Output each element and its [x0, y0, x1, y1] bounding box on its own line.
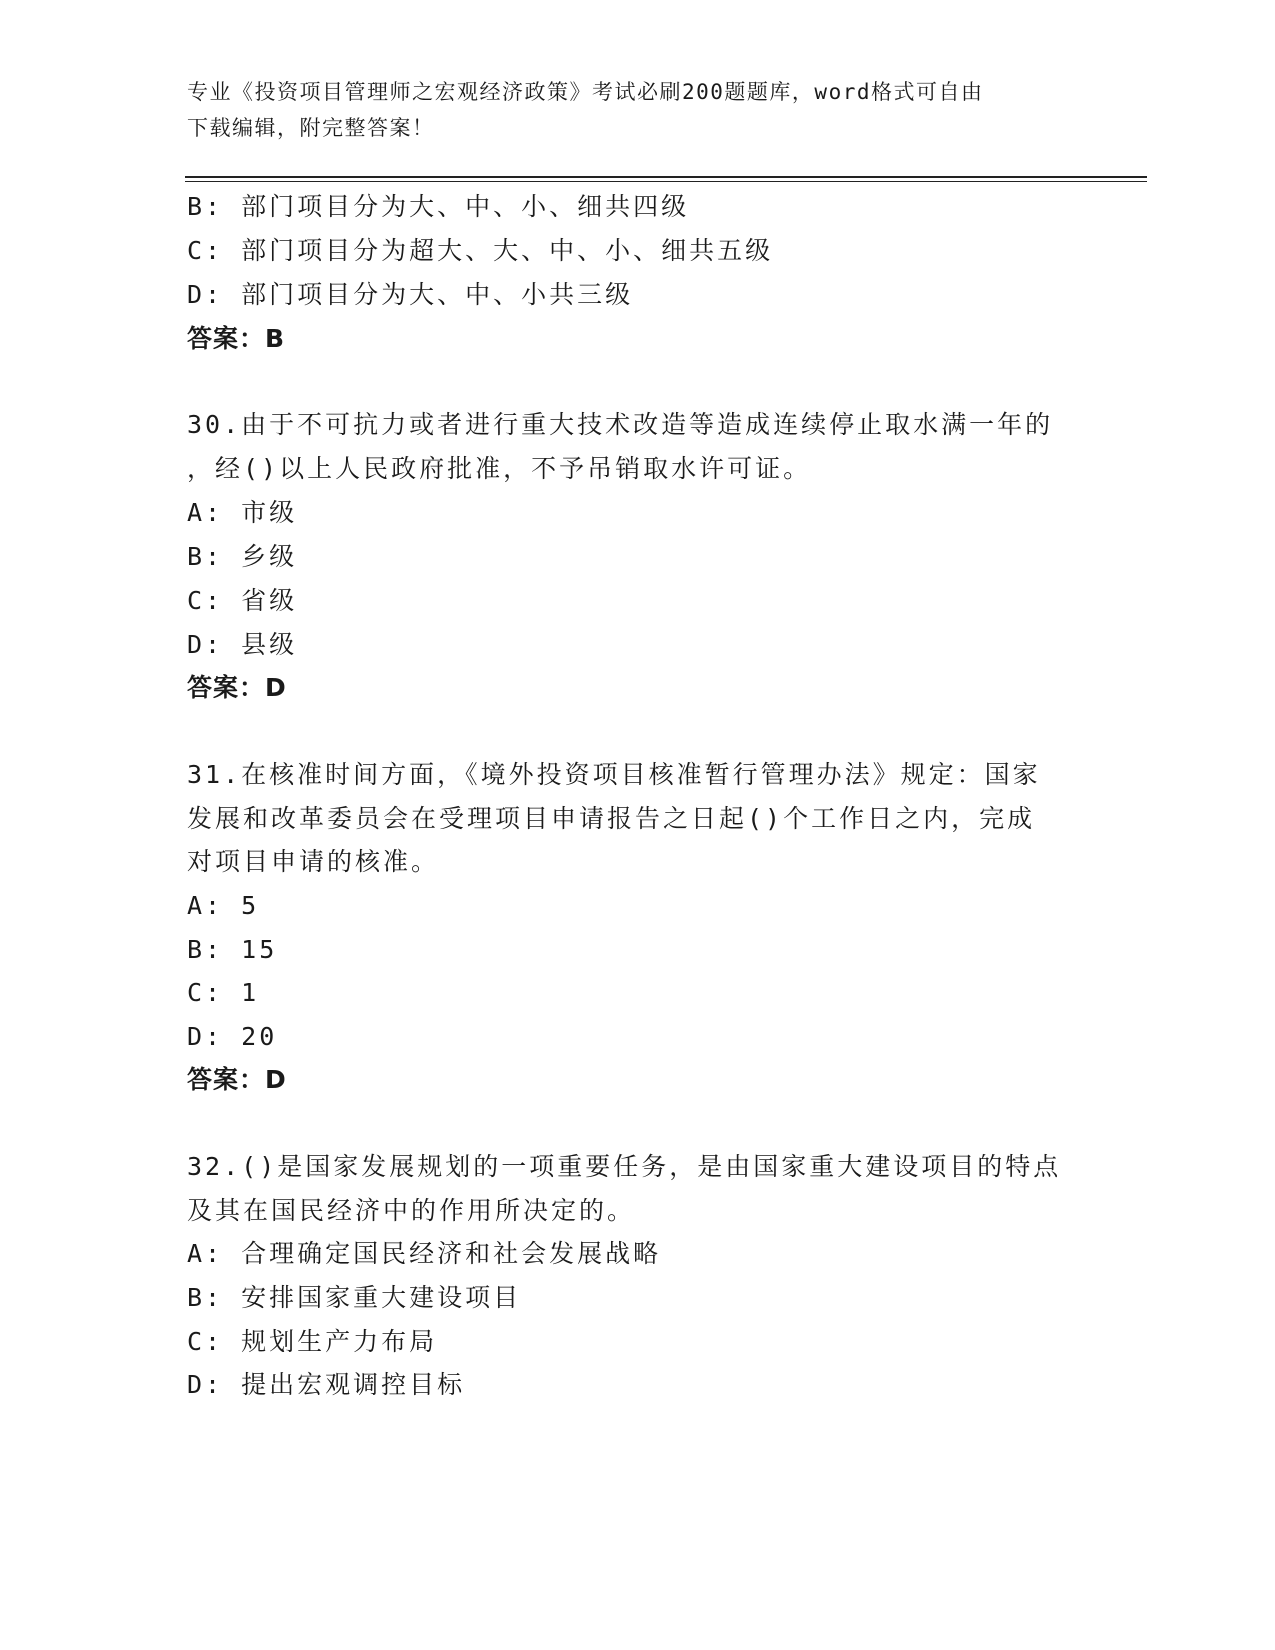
option-b: B: 乡级: [187, 542, 298, 571]
answer-line: 答案：B: [187, 324, 286, 353]
option-c: C: 部门项目分为超大、大、中、小、细共五级: [187, 236, 774, 265]
document-header: [187, 74, 1067, 146]
option-d: D: 提出宏观调控目标: [187, 1370, 466, 1399]
option-c: C: 1: [187, 978, 260, 1007]
header-divider-thick: [185, 176, 1147, 178]
header-line-2: 下载编辑，附完整答案！: [187, 116, 435, 140]
question-stem: 发展和改革委员会在受理项目申请报告之日起()个工作日之内，完成: [187, 804, 1036, 833]
option-a: A: 5: [187, 891, 260, 920]
option-d: D: 部门项目分为大、中、小共三级: [187, 280, 634, 309]
question-stem: 31.在核准时间方面，《境外投资项目核准暂行管理办法》规定：国家: [187, 760, 1041, 789]
option-d: D: 县级: [187, 630, 298, 659]
option-d: D: 20: [187, 1022, 278, 1051]
header-line-1: 专业《投资项目管理师之宏观经济政策》考试必刷200题题库，word格式可自由: [187, 80, 984, 104]
answer-line: 答案：D: [187, 1065, 287, 1094]
option-c: C: 省级: [187, 586, 298, 615]
option-a: A: 合理确定国民经济和社会发展战略: [187, 1239, 662, 1268]
question-stem: ，经()以上人民政府批准，不予吊销取水许可证。: [187, 454, 812, 483]
question-stem: 及其在国民经济中的作用所决定的。: [187, 1196, 636, 1225]
option-b: B: 部门项目分为大、中、小、细共四级: [187, 192, 690, 221]
question-stem: 对项目申请的核准。: [187, 847, 440, 876]
option-c: C: 规划生产力布局: [187, 1327, 438, 1356]
question-stem: 32.()是国家发展规划的一项重要任务，是由国家重大建设项目的特点: [187, 1152, 1062, 1181]
option-b: B: 15: [187, 935, 278, 964]
answer-line: 答案：D: [187, 673, 287, 702]
option-a: A: 市级: [187, 498, 298, 527]
header-divider-thin: [185, 181, 1147, 182]
question-stem: 30.由于不可抗力或者进行重大技术改造等造成连续停止取水满一年的: [187, 410, 1054, 439]
option-b: B: 安排国家重大建设项目: [187, 1283, 522, 1312]
